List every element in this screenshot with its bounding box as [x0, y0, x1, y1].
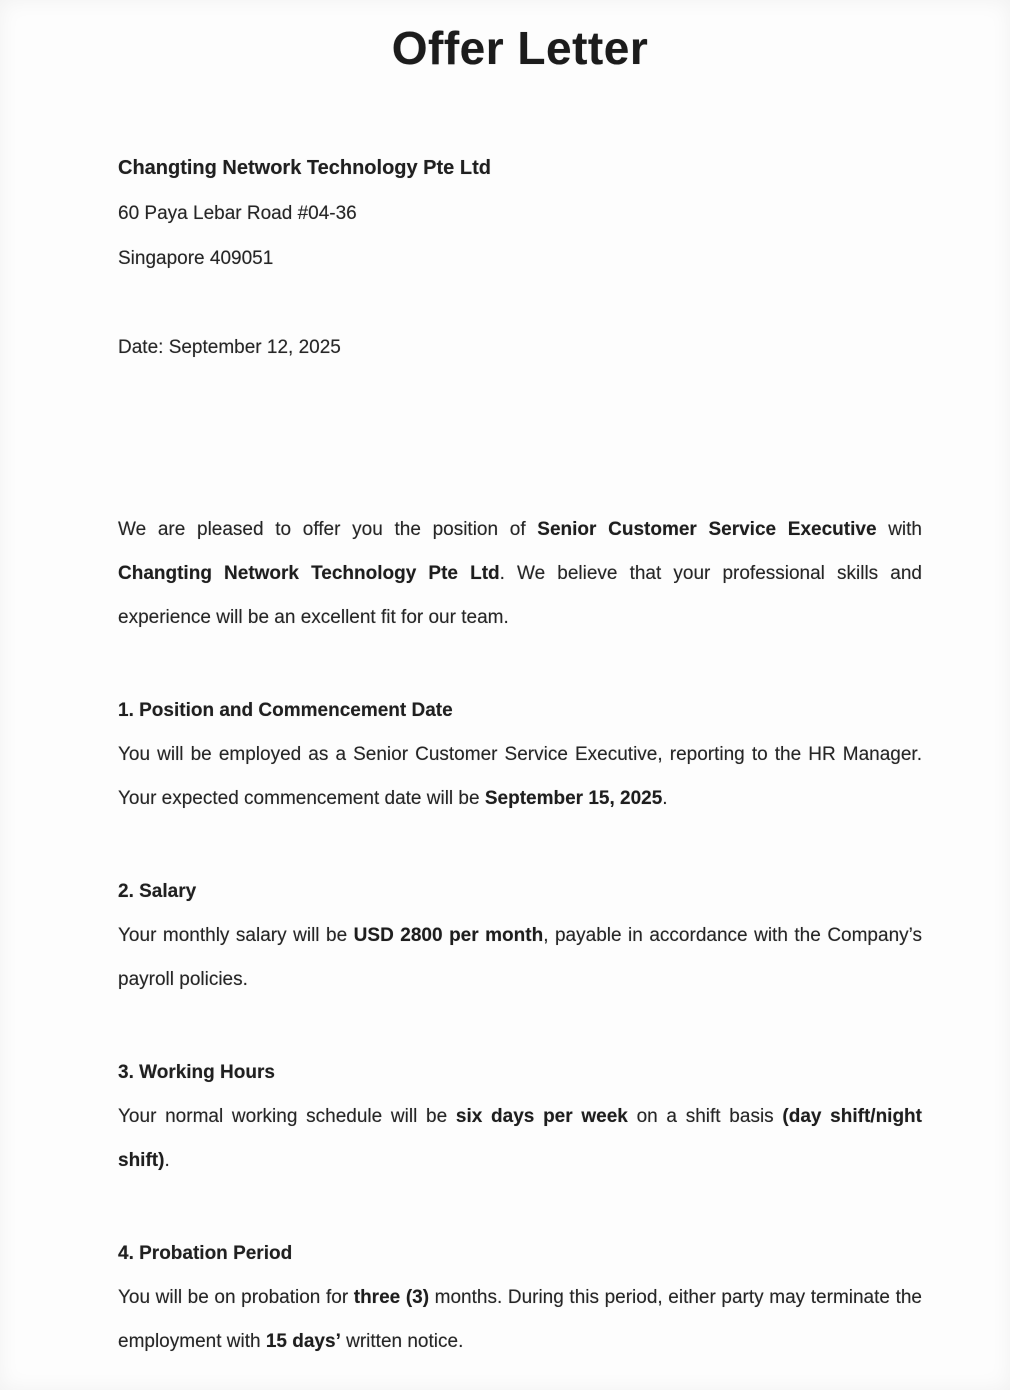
section-heading-probation: 4. Probation Period	[118, 1243, 293, 1264]
section-heading-position: 1. Position and Commencement Date	[118, 700, 453, 721]
intro-paragraph: We are pleased to offer you the position of Senior Customer Service Executive with Changting Network Technology Pte Ltd. We believe that your professional skills and experience will be an excellent fit for our team.	[118, 519, 922, 628]
section-body-salary: Your monthly salary will be USD 2800 per month, payable in accordance with the Company’s payroll policies.	[118, 925, 923, 990]
company-address-block	[118, 146, 922, 281]
document-title: Offer Letter	[391, 22, 649, 74]
section-body-working-hours: Your normal working schedule will be six days per week on a shift basis (day shift/night shift).	[118, 1106, 922, 1171]
section-heading-salary: 2. Salary	[118, 881, 197, 902]
company-name: Changting Network Technology Pte Ltd	[118, 157, 491, 179]
section-heading-working-hours: 3. Working Hours	[118, 1062, 275, 1083]
company-address-line-1: 60 Paya Lebar Road #04-36	[118, 203, 357, 224]
section-salary	[118, 870, 922, 1002]
section-probation-period	[118, 1232, 922, 1364]
company-address-line-2: Singapore 409051	[118, 248, 274, 269]
section-position-and-commencement-date	[118, 689, 922, 821]
section-body-probation: You will be on probation for three (3) months. During this period, either party may terminate the employment with 15 days’ written notice.	[118, 1287, 922, 1352]
section-body-position: You will be employed as a Senior Customer Service Executive, reporting to the HR Manager. Your expected commencement date will be September 15, 2025.	[118, 744, 922, 809]
section-working-hours	[118, 1051, 922, 1183]
date-line: Date: September 12, 2025	[118, 337, 341, 358]
